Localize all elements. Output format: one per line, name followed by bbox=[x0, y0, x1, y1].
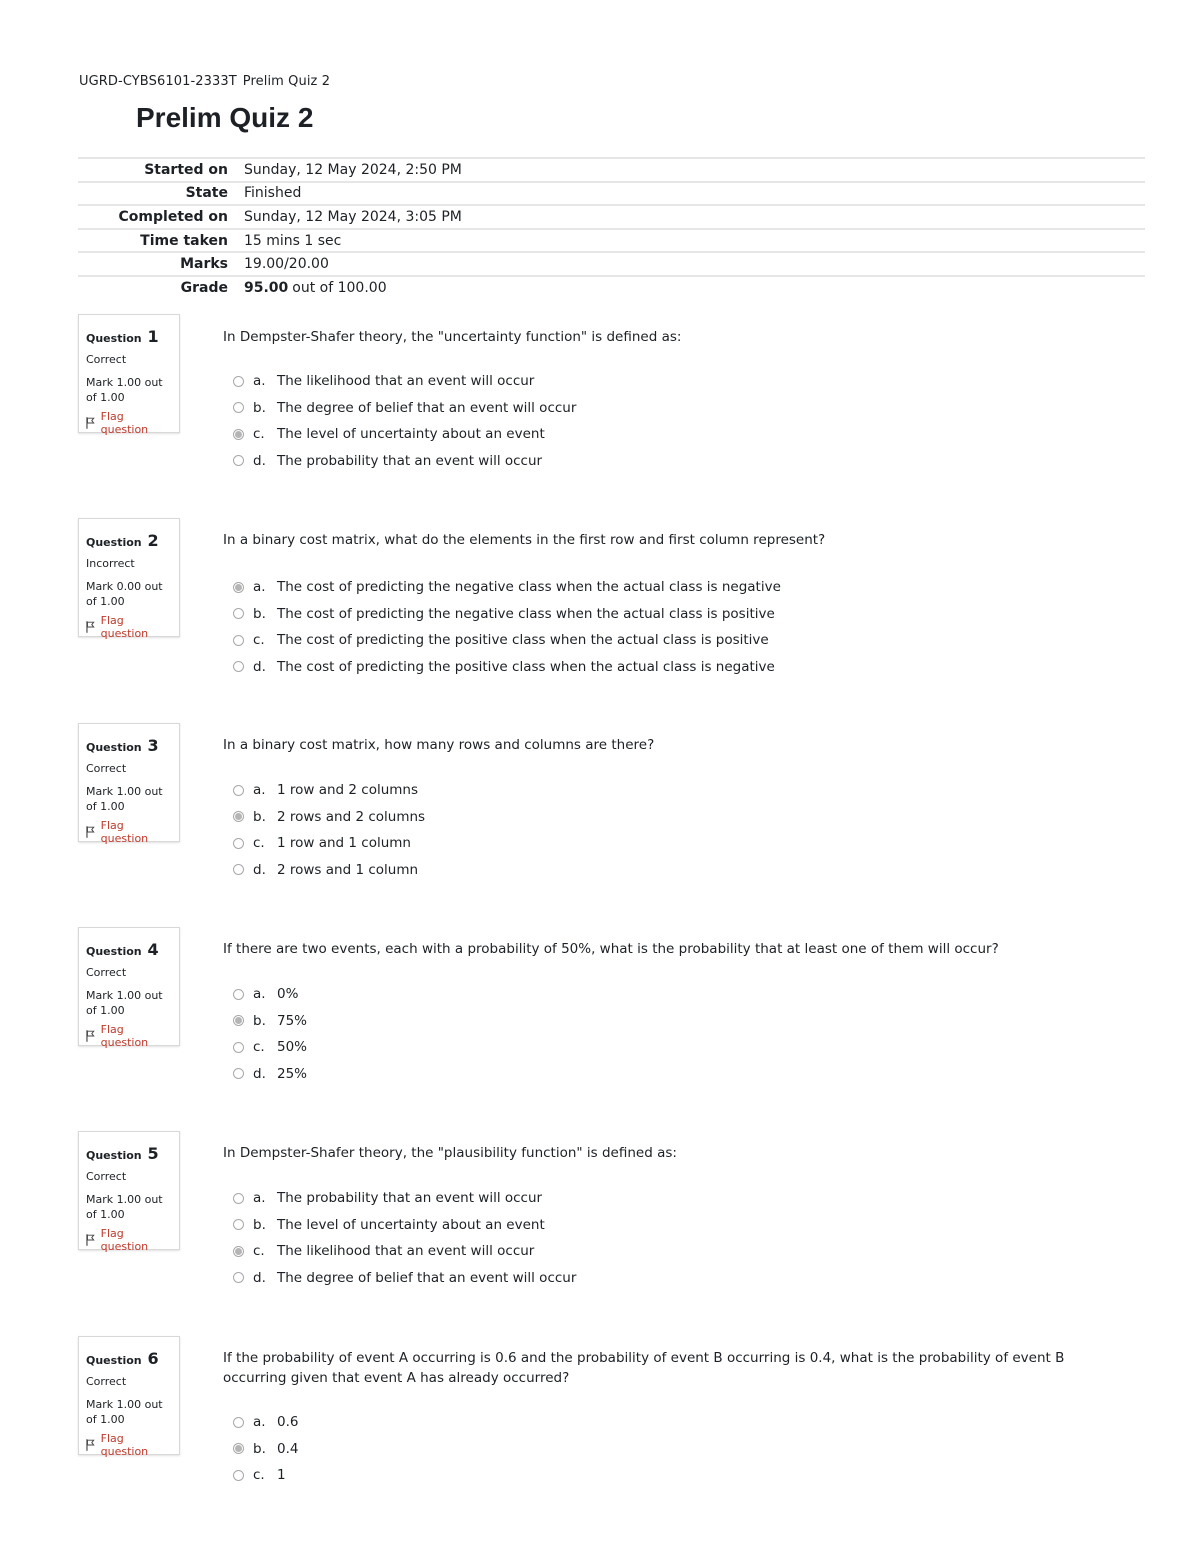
question-mark: Mark 1.00 out of 1.00 bbox=[86, 376, 163, 404]
answer-list bbox=[233, 981, 307, 1087]
summary-value: 19.00/20.00 bbox=[244, 252, 1145, 276]
question-number-value: 3 bbox=[147, 736, 159, 755]
answer-radio[interactable] bbox=[233, 1068, 244, 1079]
answer-list bbox=[233, 1185, 576, 1291]
answer-letter: b. bbox=[253, 808, 266, 825]
answer-option[interactable] bbox=[233, 1034, 307, 1061]
question-text: In Dempster-Shafer theory, the "plausibility function" is defined as: bbox=[223, 1145, 677, 1161]
summary-label: Completed on bbox=[78, 205, 244, 229]
answer-letter: d. bbox=[253, 1269, 266, 1286]
page-title: Prelim Quiz 2 bbox=[136, 102, 314, 133]
flag-label: Flag question bbox=[100, 819, 149, 845]
summary-label: Grade bbox=[78, 276, 244, 300]
answer-option[interactable] bbox=[233, 1185, 576, 1212]
summary-label: Time taken bbox=[78, 229, 244, 253]
question-info-box bbox=[78, 1131, 180, 1253]
flag-label: Flag question bbox=[100, 614, 149, 640]
question-mark: Mark 1.00 out of 1.00 bbox=[86, 989, 163, 1017]
answer-letter: a. bbox=[253, 1190, 266, 1207]
answer-text: 1 bbox=[277, 1467, 286, 1484]
flag-question-link[interactable] bbox=[86, 614, 172, 640]
answer-letter: a. bbox=[253, 986, 266, 1003]
answer-option[interactable] bbox=[233, 368, 576, 395]
answer-letter: c. bbox=[253, 1243, 265, 1260]
answer-text: The cost of predicting the negative class when the actual class is positive bbox=[277, 605, 775, 622]
answer-letter: c. bbox=[253, 1039, 265, 1056]
summary-label: Started on bbox=[78, 158, 244, 182]
question-word: Question bbox=[86, 1149, 142, 1162]
summary-value: Sunday, 12 May 2024, 3:05 PM bbox=[244, 205, 1145, 229]
grade-value: 95.00 bbox=[244, 280, 289, 297]
flag-label: Flag question bbox=[100, 1227, 149, 1253]
summary-value: 15 mins 1 sec bbox=[244, 229, 1145, 253]
answer-text: The cost of predicting the negative class when the actual class is negative bbox=[277, 579, 781, 596]
breadcrumb-quiz-link[interactable]: Prelim Quiz 2 bbox=[242, 74, 331, 89]
question-info-box bbox=[78, 927, 180, 1049]
answer-text: 25% bbox=[277, 1065, 308, 1082]
question-text: If the probability of event A occurring is 0.6 and the probability of event B occurring is 0.4, what is the probability of event B occurring given that event A has already occurred? bbox=[223, 1350, 1065, 1386]
answer-list bbox=[233, 777, 425, 883]
question-text: If there are two events, each with a probability of 50%, what is the probability that at least one of them will occur? bbox=[223, 941, 999, 957]
answer-radio[interactable] bbox=[233, 811, 244, 822]
summary-label: State bbox=[78, 182, 244, 206]
answer-list bbox=[233, 574, 781, 680]
answer-letter: d. bbox=[253, 1065, 266, 1082]
answer-option[interactable] bbox=[233, 421, 576, 448]
answer-radio[interactable] bbox=[233, 1470, 244, 1481]
question-mark: Mark 1.00 out of 1.00 bbox=[86, 785, 163, 813]
answer-radio[interactable] bbox=[233, 1219, 244, 1230]
answer-radio[interactable] bbox=[233, 785, 244, 796]
answer-letter: c. bbox=[253, 426, 265, 443]
answer-radio[interactable] bbox=[233, 864, 244, 875]
answer-letter: b. bbox=[253, 605, 266, 622]
flag-question-link[interactable] bbox=[86, 1432, 172, 1458]
flag-question-link[interactable] bbox=[86, 819, 172, 845]
answer-text: The likelihood that an event will occur bbox=[277, 373, 535, 390]
question-text: In Dempster-Shafer theory, the "uncertainty function" is defined as: bbox=[223, 329, 682, 345]
flag-icon bbox=[86, 1439, 96, 1451]
answer-option[interactable] bbox=[233, 601, 781, 628]
summary-value bbox=[244, 276, 1145, 300]
answer-radio[interactable] bbox=[233, 661, 244, 672]
answer-option[interactable] bbox=[233, 654, 781, 681]
question-number bbox=[86, 327, 172, 346]
summary-row-state bbox=[78, 182, 1145, 206]
answer-radio[interactable] bbox=[233, 376, 244, 387]
question-number-value: 4 bbox=[147, 940, 159, 959]
summary-value: Finished bbox=[244, 182, 1145, 206]
answer-radio[interactable] bbox=[233, 635, 244, 646]
question-info-box bbox=[78, 1336, 180, 1458]
flag-label: Flag question bbox=[100, 1432, 149, 1458]
question-number bbox=[86, 736, 172, 755]
answer-text: The level of uncertainty about an event bbox=[277, 426, 545, 443]
answer-option[interactable] bbox=[233, 1008, 307, 1035]
answer-radio[interactable] bbox=[233, 1443, 244, 1454]
breadcrumb bbox=[79, 74, 330, 89]
answer-radio[interactable] bbox=[233, 402, 244, 413]
question-number-value: 6 bbox=[147, 1349, 159, 1368]
answer-text: 0.6 bbox=[277, 1414, 299, 1431]
answer-text: The degree of belief that an event will occur bbox=[277, 399, 577, 416]
answer-option[interactable] bbox=[233, 1462, 298, 1489]
flag-label: Flag question bbox=[100, 410, 149, 436]
answer-option[interactable] bbox=[233, 574, 781, 601]
question-mark: Mark 0.00 out of 1.00 bbox=[86, 580, 163, 608]
question-state: Correct bbox=[86, 762, 127, 775]
question-number bbox=[86, 940, 172, 959]
answer-text: 2 rows and 1 column bbox=[277, 861, 419, 878]
answer-letter: c. bbox=[253, 835, 265, 852]
answer-option[interactable] bbox=[233, 857, 425, 884]
question-text: In a binary cost matrix, how many rows and columns are there? bbox=[223, 737, 655, 753]
answer-letter: c. bbox=[253, 632, 265, 649]
question-number bbox=[86, 1144, 172, 1163]
question-word: Question bbox=[86, 741, 142, 754]
answer-letter: a. bbox=[253, 1414, 266, 1431]
answer-radio[interactable] bbox=[233, 429, 244, 440]
answer-option[interactable] bbox=[233, 981, 307, 1008]
flag-icon bbox=[86, 826, 96, 838]
answer-radio[interactable] bbox=[233, 455, 244, 466]
answer-option[interactable] bbox=[233, 804, 425, 831]
answer-radio[interactable] bbox=[233, 1272, 244, 1283]
question-info-box bbox=[78, 518, 180, 640]
question-text: In a binary cost matrix, what do the elements in the first row and first column represent? bbox=[223, 532, 826, 548]
answer-radio[interactable] bbox=[233, 1417, 244, 1428]
summary-label: Marks bbox=[78, 252, 244, 276]
answer-letter: a. bbox=[253, 782, 266, 799]
breadcrumb-course-link[interactable]: UGRD-CYBS6101-2333T bbox=[79, 74, 237, 89]
answer-text: The level of uncertainty about an event bbox=[277, 1216, 545, 1233]
answer-radio[interactable] bbox=[233, 608, 244, 619]
question-word: Question bbox=[86, 332, 142, 345]
flag-icon bbox=[86, 1234, 96, 1246]
answer-option[interactable] bbox=[233, 1265, 576, 1292]
answer-text: 1 row and 2 columns bbox=[277, 782, 419, 799]
question-number-value: 2 bbox=[147, 531, 159, 550]
attempt-summary-table bbox=[78, 157, 1145, 300]
answer-letter: d. bbox=[253, 861, 266, 878]
answer-text: 50% bbox=[277, 1039, 308, 1056]
question-number-value: 1 bbox=[147, 327, 159, 346]
question-number bbox=[86, 1349, 172, 1368]
question-state: Correct bbox=[86, 966, 127, 979]
question-number bbox=[86, 531, 172, 550]
answer-option[interactable] bbox=[233, 1212, 576, 1239]
question-word: Question bbox=[86, 536, 142, 549]
question-info-box bbox=[78, 723, 180, 845]
grade-suffix: out of 100.00 bbox=[292, 280, 387, 297]
question-state: Incorrect bbox=[86, 557, 135, 570]
answer-list bbox=[233, 368, 576, 474]
flag-icon bbox=[86, 621, 96, 633]
answer-option[interactable] bbox=[233, 1061, 307, 1088]
answer-letter: d. bbox=[253, 658, 266, 675]
answer-option[interactable] bbox=[233, 830, 425, 857]
answer-option[interactable] bbox=[233, 627, 781, 654]
answer-text: 0.4 bbox=[277, 1440, 299, 1457]
answer-option[interactable] bbox=[233, 1409, 298, 1436]
question-info-box bbox=[78, 314, 180, 436]
answer-radio[interactable] bbox=[233, 1042, 244, 1053]
answer-radio[interactable] bbox=[233, 838, 244, 849]
flag-question-link[interactable] bbox=[86, 410, 172, 436]
answer-text: 0% bbox=[277, 986, 299, 1003]
answer-text: The probability that an event will occur bbox=[277, 452, 543, 469]
question-state: Correct bbox=[86, 353, 127, 366]
answer-text: The cost of predicting the positive class when the actual class is positive bbox=[277, 632, 769, 649]
flag-icon bbox=[86, 1030, 96, 1042]
answer-text: The cost of predicting the positive class when the actual class is negative bbox=[277, 658, 775, 675]
answer-letter: a. bbox=[253, 373, 266, 390]
flag-label: Flag question bbox=[100, 1023, 149, 1049]
answer-letter: b. bbox=[253, 1216, 266, 1233]
answer-text: 75% bbox=[277, 1012, 308, 1029]
answer-letter: d. bbox=[253, 452, 266, 469]
answer-list bbox=[233, 1409, 298, 1489]
summary-row-started bbox=[78, 158, 1145, 182]
answer-text: The likelihood that an event will occur bbox=[277, 1243, 535, 1260]
answer-text: The probability that an event will occur bbox=[277, 1190, 543, 1207]
question-state: Correct bbox=[86, 1375, 127, 1388]
flag-question-link[interactable] bbox=[86, 1023, 172, 1049]
question-word: Question bbox=[86, 1354, 142, 1367]
answer-text: 1 row and 1 column bbox=[277, 835, 411, 852]
answer-letter: b. bbox=[253, 1012, 266, 1029]
answer-radio[interactable] bbox=[233, 1015, 244, 1026]
answer-option[interactable] bbox=[233, 777, 425, 804]
summary-row-grade bbox=[78, 276, 1145, 300]
question-state: Correct bbox=[86, 1170, 127, 1183]
question-mark: Mark 1.00 out of 1.00 bbox=[86, 1193, 163, 1221]
answer-option[interactable] bbox=[233, 1436, 298, 1463]
answer-letter: b. bbox=[253, 399, 266, 416]
question-mark: Mark 1.00 out of 1.00 bbox=[86, 1398, 163, 1426]
answer-radio[interactable] bbox=[233, 582, 244, 593]
answer-option[interactable] bbox=[233, 448, 576, 475]
summary-value: Sunday, 12 May 2024, 2:50 PM bbox=[244, 158, 1145, 182]
answer-option[interactable] bbox=[233, 395, 576, 422]
answer-radio[interactable] bbox=[233, 1193, 244, 1204]
flag-question-link[interactable] bbox=[86, 1227, 172, 1253]
answer-text: 2 rows and 2 columns bbox=[277, 808, 426, 825]
answer-letter: b. bbox=[253, 1440, 266, 1457]
answer-radio[interactable] bbox=[233, 1246, 244, 1257]
flag-icon bbox=[86, 417, 96, 429]
question-word: Question bbox=[86, 945, 142, 958]
answer-radio[interactable] bbox=[233, 989, 244, 1000]
answer-text: The degree of belief that an event will occur bbox=[277, 1269, 577, 1286]
answer-option[interactable] bbox=[233, 1238, 576, 1265]
summary-row-marks bbox=[78, 252, 1145, 276]
summary-row-completed bbox=[78, 205, 1145, 229]
answer-letter: c. bbox=[253, 1467, 265, 1484]
summary-row-time-taken bbox=[78, 229, 1145, 253]
answer-letter: a. bbox=[253, 579, 266, 596]
question-number-value: 5 bbox=[147, 1144, 159, 1163]
